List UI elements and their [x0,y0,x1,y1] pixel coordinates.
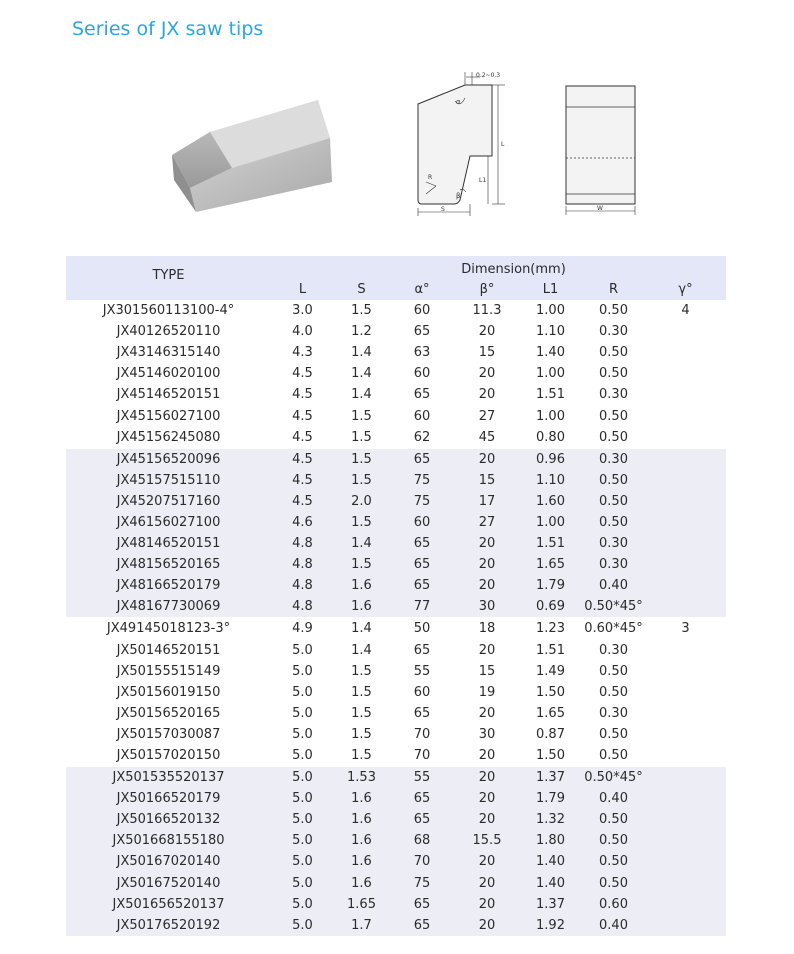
value-cell: 0.87 [536,726,565,742]
value-cell: 4.8 [271,533,334,554]
type-cell: JX50157030087 [116,726,221,742]
value-cell: 0.50 [582,830,645,851]
table-row [66,788,726,809]
value-cell: 5.0 [292,748,313,764]
value-cell: 20 [455,873,519,894]
type-cell: JX501668155180 [66,830,271,851]
value-cell [645,788,726,809]
type-cell: JX45156027100 [116,408,221,424]
type-cell: JX50156520165 [116,705,221,721]
column-header: α° [389,278,455,300]
value-cell: 4.5 [292,366,313,382]
value-cell: 0.30 [599,705,628,721]
value-cell: 1.5 [334,470,389,491]
value-cell: 4.5 [271,448,334,470]
column-header: S [334,278,389,300]
value-cell: 5.0 [271,851,334,872]
value-cell [645,661,726,682]
value-cell [645,640,726,661]
value-cell: 5.0 [271,894,334,915]
value-cell [645,596,726,618]
value-cell: 20 [478,324,496,340]
value-cell [645,745,726,767]
value-cell: 0.50 [599,366,628,382]
value-cell: 1.79 [519,575,582,596]
value-cell [645,470,726,491]
value-cell: 75 [389,873,455,894]
value-cell: 4.8 [271,596,334,618]
value-cell: 68 [389,830,455,851]
value-cell: 0.30 [599,387,628,403]
table-row [66,851,726,872]
value-cell [645,384,726,405]
value-cell: 1.49 [536,663,565,679]
value-cell: 65 [413,705,431,721]
value-cell: 1.5 [351,684,372,700]
value-cell: 0.30 [599,642,628,658]
value-cell: 0.50 [582,873,645,894]
value-cell [645,851,726,872]
value-cell [645,533,726,554]
value-cell [645,575,726,596]
column-header: R [582,278,645,300]
value-cell: 1.00 [536,408,565,424]
value-cell: 50 [389,618,455,640]
value-cell: 2.0 [334,491,389,512]
value-cell: 20 [455,448,519,470]
length-label: L [501,141,505,148]
value-cell [645,703,726,724]
type-cell: JX45146520151 [116,387,221,403]
value-cell: 0.30 [582,554,645,575]
value-cell: 20 [478,366,496,382]
type-cell: JX43146315140 [116,345,221,361]
value-cell: 4.5 [271,470,334,491]
value-cell: 1.6 [334,873,389,894]
value-cell: 5.0 [292,726,313,742]
value-cell: 5.0 [292,705,313,721]
front-view-diagram [560,84,642,216]
value-cell: 55 [389,767,455,789]
type-cell: JX50166520179 [66,788,271,809]
value-cell: 0.96 [519,448,582,470]
value-cell: 0.50 [599,748,628,764]
value-cell: 1.6 [334,575,389,596]
value-cell: 60 [413,303,431,319]
type-cell: JX48166520179 [66,575,271,596]
table-row [66,448,726,470]
side-view-diagram [410,68,515,218]
value-cell: 0.50 [599,303,628,319]
value-cell: 1.50 [536,748,565,764]
value-cell: 0.40 [582,575,645,596]
table-row [66,533,726,554]
table-row [66,575,726,596]
value-cell: 15 [478,345,496,361]
value-cell: 5.0 [271,830,334,851]
value-cell: 1.5 [351,705,372,721]
value-cell: 1.4 [351,642,372,658]
value-cell: 1.4 [351,366,372,382]
type-cell: JX48167730069 [66,596,271,618]
table-row [66,618,726,640]
type-cell: JX45157515110 [66,470,271,491]
value-cell [645,405,726,426]
value-cell: 1.5 [334,448,389,470]
value-cell: 11.3 [472,303,502,319]
value-cell: 1.92 [519,915,582,936]
value-cell [645,363,726,384]
value-cell: 0.50 [582,512,645,533]
type-header: TYPE [66,256,271,300]
table-row [66,894,726,915]
value-cell: 1.23 [519,618,582,640]
value-cell: 1.50 [536,684,565,700]
value-cell: 1.60 [519,491,582,512]
value-cell: 1.53 [334,767,389,789]
value-cell [645,767,726,789]
value-cell: 4.5 [292,408,313,424]
type-cell: JX45207517160 [66,491,271,512]
table-row [66,809,726,830]
value-cell: 1.5 [351,408,372,424]
table-row [66,596,726,618]
value-cell: 0.50 [599,663,628,679]
value-cell: 17 [455,491,519,512]
value-cell: 20 [455,554,519,575]
value-cell: 75 [389,470,455,491]
value-cell: 70 [413,726,431,742]
table-row [66,363,726,384]
value-cell: 15 [455,470,519,491]
radius-label: R [428,174,433,181]
value-cell: 65 [389,575,455,596]
type-cell: JX50176520192 [66,915,271,936]
value-cell [645,830,726,851]
value-cell: 5.0 [271,767,334,789]
type-cell: JX301560113100-4° [102,303,235,319]
beta-label: β [456,192,461,200]
page-title: Series of JX saw tips [72,18,264,40]
value-cell: 0.60*45° [582,618,645,640]
value-cell: 1.5 [334,512,389,533]
value-cell: 1.00 [536,303,565,319]
value-cell: 1.2 [351,324,372,340]
column-header: L [271,278,334,300]
l1-label: L1 [479,177,487,184]
value-cell [645,554,726,575]
table-row [66,300,726,321]
value-cell: 65 [389,533,455,554]
value-cell: 20 [455,575,519,596]
value-cell: 20 [478,642,496,658]
value-cell: 70 [413,748,431,764]
value-cell: 65 [389,915,455,936]
value-cell: 1.5 [351,748,372,764]
value-cell: 1.7 [334,915,389,936]
value-cell [645,427,726,449]
value-cell: 77 [389,596,455,618]
value-cell: 0.50 [599,429,628,445]
value-cell: 4.8 [271,575,334,596]
alpha-label: α [456,98,461,106]
value-cell: 1.5 [351,429,372,445]
value-cell: 4.5 [292,387,313,403]
specification-table-container [66,256,726,936]
value-cell: 1.6 [334,809,389,830]
value-cell [645,342,726,363]
value-cell [645,682,726,703]
column-header: L1 [519,278,582,300]
value-cell: 0.50 [582,851,645,872]
dim-top-label: 0.2~0.3 [476,72,501,79]
table-row [66,873,726,894]
value-cell: 1.10 [519,470,582,491]
value-cell: 1.4 [351,387,372,403]
table-row [66,640,726,661]
value-cell: 5.0 [292,642,313,658]
table-row [66,384,726,405]
value-cell: 5.0 [271,809,334,830]
value-cell: 65 [389,809,455,830]
table-row [66,512,726,533]
value-cell: 1.79 [519,788,582,809]
value-cell: 1.51 [519,533,582,554]
value-cell: 0.50 [599,726,628,742]
value-cell: 1.6 [334,830,389,851]
value-cell: 0.50 [582,809,645,830]
value-cell: 3.0 [292,303,313,319]
value-cell: 1.40 [519,873,582,894]
value-cell: 5.0 [292,663,313,679]
value-cell: 1.4 [334,533,389,554]
value-cell: 30 [455,596,519,618]
value-cell: 4.5 [292,429,313,445]
value-cell [645,724,726,745]
value-cell: 20 [455,788,519,809]
table-row [66,491,726,512]
type-cell: JX48146520151 [66,533,271,554]
table-row [66,915,726,936]
value-cell: 70 [389,851,455,872]
value-cell: 1.80 [519,830,582,851]
saw-tip-3d-image [168,100,338,215]
value-cell: 60 [389,512,455,533]
table-row [66,745,726,767]
table-row [66,830,726,851]
table-row [66,405,726,426]
type-cell: JX50167020140 [66,851,271,872]
value-cell: 1.51 [536,387,565,403]
value-cell: 18 [455,618,519,640]
value-cell: 0.40 [582,788,645,809]
value-cell: 20 [478,705,496,721]
value-cell: 5.0 [271,873,334,894]
value-cell: 5.0 [271,915,334,936]
value-cell: 1.00 [519,512,582,533]
value-cell: 1.5 [334,554,389,575]
specification-table [66,256,726,936]
type-cell: JX45156245080 [116,429,221,445]
value-cell: 1.40 [519,851,582,872]
value-cell [645,321,726,342]
table-row [66,703,726,724]
value-cell [645,809,726,830]
value-cell: 1.37 [519,767,582,789]
value-cell: 1.65 [536,705,565,721]
table-row [66,767,726,789]
value-cell: 1.40 [536,345,565,361]
column-header: β° [455,278,519,300]
value-cell: 65 [413,324,431,340]
type-cell: JX48156520165 [66,554,271,575]
table-row [66,321,726,342]
value-cell: 3 [645,618,726,640]
value-cell: 75 [389,491,455,512]
type-cell: JX501535520137 [66,767,271,789]
value-cell: 60 [413,408,431,424]
value-cell: 0.30 [582,533,645,554]
value-cell: 63 [413,345,431,361]
value-cell: 0.50 [599,684,628,700]
dimension-header: Dimension(mm) [271,256,726,278]
value-cell [645,873,726,894]
value-cell: 4.6 [271,512,334,533]
value-cell: 1.5 [351,726,372,742]
value-cell: 45 [478,429,496,445]
value-cell: 65 [389,554,455,575]
value-cell: 1.10 [536,324,565,340]
value-cell: 4.8 [271,554,334,575]
value-cell: 1.6 [334,596,389,618]
value-cell: 4 [681,303,690,319]
value-cell: 4.0 [292,324,313,340]
value-cell: 19 [478,684,496,700]
value-cell: 1.32 [519,809,582,830]
value-cell: 1.6 [334,788,389,809]
value-cell: 0.60 [582,894,645,915]
table-row [66,470,726,491]
value-cell [645,915,726,936]
value-cell: 20 [455,851,519,872]
table-row [66,342,726,363]
width-label: W [597,205,603,212]
value-cell: 5.0 [271,788,334,809]
value-cell: 0.50 [599,408,628,424]
value-cell: 65 [389,448,455,470]
value-cell: 0.69 [519,596,582,618]
value-cell: 1.00 [536,366,565,382]
value-cell: 1.5 [351,663,372,679]
type-cell: JX45146020100 [116,366,221,382]
table-header [66,256,726,300]
type-cell: JX50155515149 [116,663,221,679]
value-cell: 27 [478,408,496,424]
type-cell: JX46156027100 [66,512,271,533]
type-cell: JX50146520151 [116,642,221,658]
value-cell: 1.51 [536,642,565,658]
value-cell: 65 [389,894,455,915]
value-cell: 30 [478,726,496,742]
column-header: γ° [645,278,726,300]
value-cell: 20 [455,767,519,789]
value-cell: 0.40 [582,915,645,936]
value-cell: 0.30 [599,324,628,340]
value-cell: 55 [413,663,431,679]
value-cell: 0.50 [582,491,645,512]
type-cell: JX50167520140 [66,873,271,894]
table-body [66,300,726,936]
type-cell: JX50156019150 [116,684,221,700]
value-cell: 60 [413,684,431,700]
value-cell: 65 [413,387,431,403]
value-cell [645,448,726,470]
type-cell: JX50157020150 [116,748,221,764]
value-cell [645,491,726,512]
type-cell: JX501656520137 [66,894,271,915]
type-cell: JX50166520132 [66,809,271,830]
value-cell: 1.37 [519,894,582,915]
value-cell: 0.80 [536,429,565,445]
value-cell: 4.9 [271,618,334,640]
value-cell: 0.50*45° [582,596,645,618]
value-cell: 20 [455,533,519,554]
value-cell: 15 [478,663,496,679]
type-cell: JX49145018123-3° [66,618,271,640]
table-row [66,554,726,575]
value-cell: 1.65 [519,554,582,575]
value-cell: 0.50*45° [582,767,645,789]
value-cell: 62 [413,429,431,445]
value-cell: 65 [413,642,431,658]
value-cell: 20 [455,809,519,830]
value-cell: 0.50 [599,345,628,361]
table-row [66,724,726,745]
table-row [66,682,726,703]
value-cell: 5.0 [292,684,313,700]
value-cell: 1.5 [351,303,372,319]
value-cell: 4.3 [292,345,313,361]
type-cell: JX40126520110 [116,324,221,340]
table-row [66,427,726,449]
value-cell: 20 [478,387,496,403]
value-cell: 0.50 [582,470,645,491]
value-cell: 20 [455,894,519,915]
type-cell: JX45156520096 [66,448,271,470]
value-cell: 1.4 [351,345,372,361]
value-cell: 1.65 [334,894,389,915]
value-cell: 20 [455,915,519,936]
value-cell: 0.30 [582,448,645,470]
value-cell: 20 [478,748,496,764]
value-cell: 15.5 [455,830,519,851]
value-cell: 60 [413,366,431,382]
value-cell: 4.5 [271,491,334,512]
thickness-label: S [441,206,445,213]
value-cell [645,512,726,533]
value-cell: 65 [389,788,455,809]
value-cell: 1.4 [334,618,389,640]
value-cell: 27 [455,512,519,533]
value-cell [645,894,726,915]
table-row [66,661,726,682]
value-cell: 1.6 [334,851,389,872]
